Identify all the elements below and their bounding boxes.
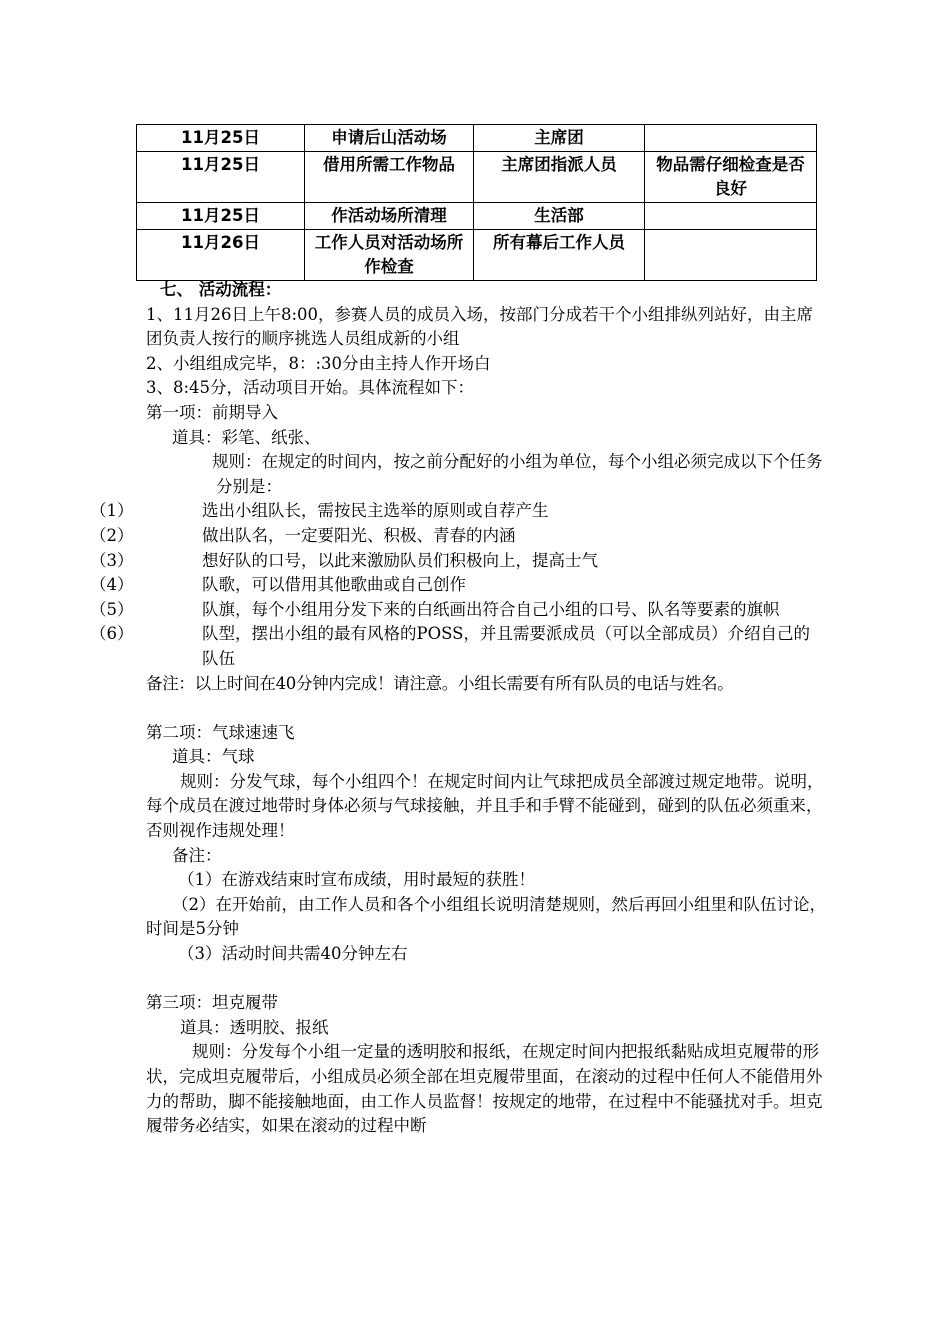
list-text: 想好队的口号，以此来激励队员们积极向上，提高士气 (202, 550, 598, 570)
item-3-props: 道具：透明胶、报纸 (180, 1017, 329, 1037)
table-cell-task: 作活动场所清理 (305, 203, 474, 230)
list-item (90, 622, 826, 671)
item-3-rule: 规则：分发每个小组一定量的透明胶和报纸，在规定时间内把报纸黏贴成坦克履带的形状，完成坦克履带后，小组成员必须全部在坦克履带里面，在滚动的过程中任何人不能借用外力的帮助，脚不能接触地面，由工作人员监督！按规定的地带，在过程中不能骚扰对手。坦克履带务必结实，如果在滚动的过程中断 (146, 1042, 823, 1136)
list-number: （6） (90, 624, 134, 644)
flow-step-1: 1、11月26日上午8:00，参赛人员的成员入场，按部门分成若干个小组排纵列站好，由主席团负责人按行的顺序挑选人员组成新的小组 (146, 304, 814, 349)
table-cell-task: 申请后山活动场 (305, 125, 474, 152)
list-item (90, 549, 826, 574)
table-cell-owner: 所有幕后工作人员 (474, 230, 645, 281)
flow-step-3: 3、8:45分，活动项目开始。具体流程如下： (146, 378, 475, 398)
table-row (137, 125, 817, 152)
list-number: （3） (90, 550, 134, 570)
list-text: 队型，摆出小组的最有风格的POSS，并且需要派成员（可以全部成员）介绍自己的队伍 (202, 624, 810, 668)
item-2-note: （1）在游戏结束时宣布成绩，用时最短的获胜！ (178, 870, 535, 890)
flow-step-2: 2、小组组成完毕，8：:30分由主持人作开场白 (146, 353, 491, 373)
list-text: 队旗，每个小组用分发下来的白纸画出符合自己小组的口号、队名等要素的旗帜 (202, 599, 780, 619)
table-cell-date: 11月25日 (137, 203, 305, 230)
item-2-title: 第二项：气球速速飞 (146, 722, 295, 742)
item-2-note: （3）活动时间共需40分钟左右 (178, 944, 408, 964)
item-3-title: 第三项：坦克履带 (146, 993, 278, 1013)
list-item (90, 573, 826, 598)
table-cell-note: 物品需仔细检查是否良好 (645, 152, 817, 203)
item-1-rule: 规则：在规定的时间内，按之前分配好的小组为单位，每个小组必须完成以下个任务 (212, 452, 823, 472)
list-number: （1） (90, 501, 134, 521)
list-item (90, 499, 826, 524)
item-1-title: 第一项：前期导入 (146, 402, 278, 422)
list-number: （2） (90, 525, 134, 545)
item-1-props: 道具：彩笔、纸张、 (172, 427, 321, 447)
list-item (90, 598, 826, 623)
table-cell-date: 11月25日 (137, 152, 305, 203)
list-number: （5） (90, 599, 134, 619)
table-cell-date: 11月25日 (137, 125, 305, 152)
table-row (137, 152, 817, 203)
table-cell-task: 工作人员对活动场所作检查 (305, 230, 474, 281)
list-number: （4） (90, 575, 134, 595)
item-2-rule: 规则：分发气球，每个小组四个！在规定时间内让气球把成员全部渡过规定地带。说明，每个成员在渡过地带时身体必须与气球接触，并且手和手臂不能碰到，碰到的队伍必须重来，否则视作违规处理！ (146, 771, 824, 841)
item-1-list-intro: 分别是： (216, 476, 282, 496)
item-2-props: 道具：气球 (172, 747, 255, 767)
table-cell-date: 11月26日 (137, 230, 305, 281)
list-text: 做出队名，一定要阳光、积极、青春的内涵 (202, 525, 516, 545)
table-row (137, 230, 817, 281)
table-cell-task: 借用所需工作物品 (305, 152, 474, 203)
table-cell-note (645, 203, 817, 230)
list-item (90, 524, 826, 549)
table-cell-note (645, 125, 817, 152)
body-text (90, 278, 826, 1139)
table-cell-note (645, 230, 817, 281)
list-text: 队歌，可以借用其他歌曲或自己创作 (202, 575, 466, 595)
table-cell-owner: 生活部 (474, 203, 645, 230)
table-cell-owner: 主席团指派人员 (474, 152, 645, 203)
list-text: 选出小组队长，需按民主选举的原则或自荐产生 (202, 501, 549, 521)
item-2-note-label: 备注： (172, 845, 222, 865)
table-cell-owner: 主席团 (474, 125, 645, 152)
schedule-table (136, 124, 817, 281)
spacer (146, 696, 826, 721)
item-2-note: （2）在开始前，由工作人员和各个小组组长说明清楚规则，然后再回小组里和队伍讨论，时间是5分钟 (146, 894, 826, 939)
spacer (146, 967, 826, 992)
item-1-note: 备注：以上时间在40分钟内完成！请注意。小组长需要有所有队员的电话与姓名。 (146, 673, 734, 693)
table-row (137, 203, 817, 230)
section-heading: 七、 活动流程： (160, 280, 282, 299)
